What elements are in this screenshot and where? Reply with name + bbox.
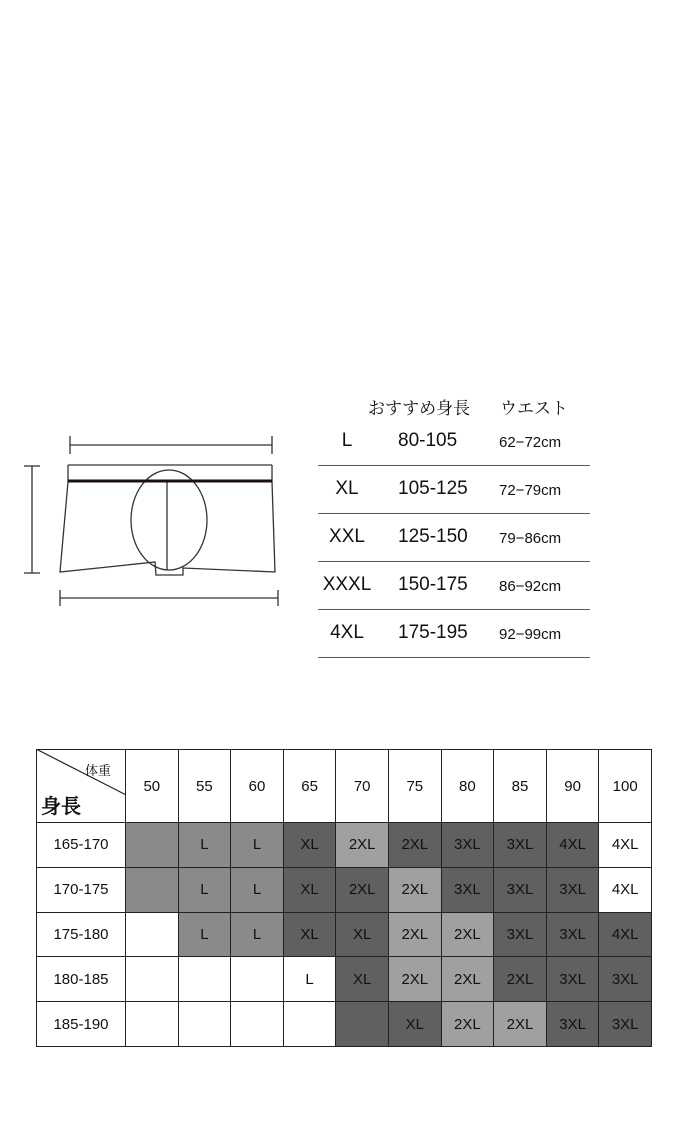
- weight-header-cell: 65: [284, 749, 337, 823]
- size-cell: 2XL: [389, 823, 442, 868]
- size-cell: XL: [284, 868, 337, 913]
- size-cell: L: [231, 913, 284, 958]
- height-range: 105-125: [398, 478, 468, 499]
- size-cell: 2XL: [336, 868, 389, 913]
- size-cell: [179, 1002, 232, 1047]
- weight-header-cell: 100: [599, 749, 652, 823]
- waist-range: 72−79cm: [499, 482, 562, 499]
- weight-header-cell: 60: [231, 749, 284, 823]
- size-cell: [336, 1002, 389, 1047]
- height-range: 150-175: [398, 574, 468, 595]
- size-cell: 2XL: [336, 823, 389, 868]
- height-row-header: 170-175: [36, 868, 126, 913]
- size-cell: [179, 957, 232, 1002]
- size-grid: [36, 749, 652, 1047]
- height-axis-label: 身長: [41, 796, 81, 818]
- size-cell: L: [231, 823, 284, 868]
- size-label: L: [341, 430, 353, 451]
- recommended-height-header: おすすめ身長: [368, 399, 471, 418]
- rec-table-header: [318, 388, 590, 418]
- waist-width-measure: [70, 436, 272, 454]
- waist-header: ウエスト: [500, 399, 568, 418]
- size-cell: L: [284, 957, 337, 1002]
- size-cell: 4XL: [599, 913, 652, 958]
- size-cell: [231, 1002, 284, 1047]
- weight-header-cell: 80: [442, 749, 495, 823]
- size-cell: 4XL: [547, 823, 600, 868]
- size-label: XXXL: [322, 574, 372, 595]
- height-row-header: 175-180: [36, 913, 126, 958]
- size-cell: XL: [284, 913, 337, 958]
- size-cell: 2XL: [494, 1002, 547, 1047]
- size-cell: 4XL: [599, 823, 652, 868]
- weight-header-cell: 85: [494, 749, 547, 823]
- leg-width-measure: [60, 590, 278, 606]
- size-cell: 2XL: [442, 957, 495, 1002]
- rec-row-4xl: [318, 610, 590, 658]
- size-cell: 3XL: [547, 1002, 600, 1047]
- size-cell: 2XL: [389, 868, 442, 913]
- size-cell: L: [231, 868, 284, 913]
- rec-row-xl: [318, 466, 590, 514]
- rec-row-l: [318, 418, 590, 466]
- size-cell: 3XL: [494, 868, 547, 913]
- size-label: XL: [335, 478, 359, 499]
- size-cell: XL: [389, 1002, 442, 1047]
- size-cell: [126, 823, 179, 868]
- underwear-diagram: [20, 430, 290, 610]
- size-cell: 3XL: [494, 823, 547, 868]
- size-label: 4XL: [330, 622, 364, 643]
- waist-range: 92−99cm: [499, 626, 562, 643]
- size-cell: [126, 913, 179, 958]
- weight-header-cell: 75: [389, 749, 442, 823]
- size-cell: 3XL: [442, 823, 495, 868]
- weight-header-cell: 50: [126, 749, 179, 823]
- side-length-measure: [24, 466, 40, 573]
- size-cell: 3XL: [547, 957, 600, 1002]
- size-cell: 2XL: [494, 957, 547, 1002]
- size-cell: 2XL: [442, 913, 495, 958]
- size-cell: 3XL: [494, 913, 547, 958]
- size-cell: [126, 868, 179, 913]
- rec-row-xxl: [318, 514, 590, 562]
- size-cell: XL: [336, 913, 389, 958]
- weight-header-cell: 90: [547, 749, 600, 823]
- size-cell: 2XL: [442, 1002, 495, 1047]
- size-cell: 3XL: [442, 868, 495, 913]
- size-cell: 3XL: [547, 913, 600, 958]
- size-cell: L: [179, 868, 232, 913]
- waist-range: 79−86cm: [499, 530, 562, 547]
- size-cell: 3XL: [599, 1002, 652, 1047]
- corner-header-cell: [36, 749, 126, 823]
- size-cell: 3XL: [547, 868, 600, 913]
- waist-range: 62−72cm: [499, 434, 562, 451]
- recommended-size-table: [318, 388, 590, 658]
- weight-header-cell: 55: [179, 749, 232, 823]
- size-cell: [126, 957, 179, 1002]
- size-label: XXL: [329, 526, 365, 547]
- size-cell: [231, 957, 284, 1002]
- height-row-header: 180-185: [36, 957, 126, 1002]
- weight-axis-label: 体重: [85, 763, 112, 778]
- height-row-header: 185-190: [36, 1002, 126, 1047]
- size-cell: 2XL: [389, 957, 442, 1002]
- size-cell: XL: [336, 957, 389, 1002]
- size-cell: 2XL: [389, 913, 442, 958]
- height-row-header: 165-170: [36, 823, 126, 868]
- waist-range: 86−92cm: [499, 578, 562, 595]
- size-cell: 4XL: [599, 868, 652, 913]
- size-cell: [126, 1002, 179, 1047]
- weight-header-cell: 70: [336, 749, 389, 823]
- rec-row-xxxl: [318, 562, 590, 610]
- size-cell: XL: [284, 823, 337, 868]
- size-cell: L: [179, 913, 232, 958]
- size-cell: L: [179, 823, 232, 868]
- height-range: 175-195: [398, 622, 468, 643]
- height-range: 125-150: [398, 526, 468, 547]
- size-cell: 3XL: [599, 957, 652, 1002]
- height-range: 80-105: [398, 430, 458, 451]
- size-cell: [284, 1002, 337, 1047]
